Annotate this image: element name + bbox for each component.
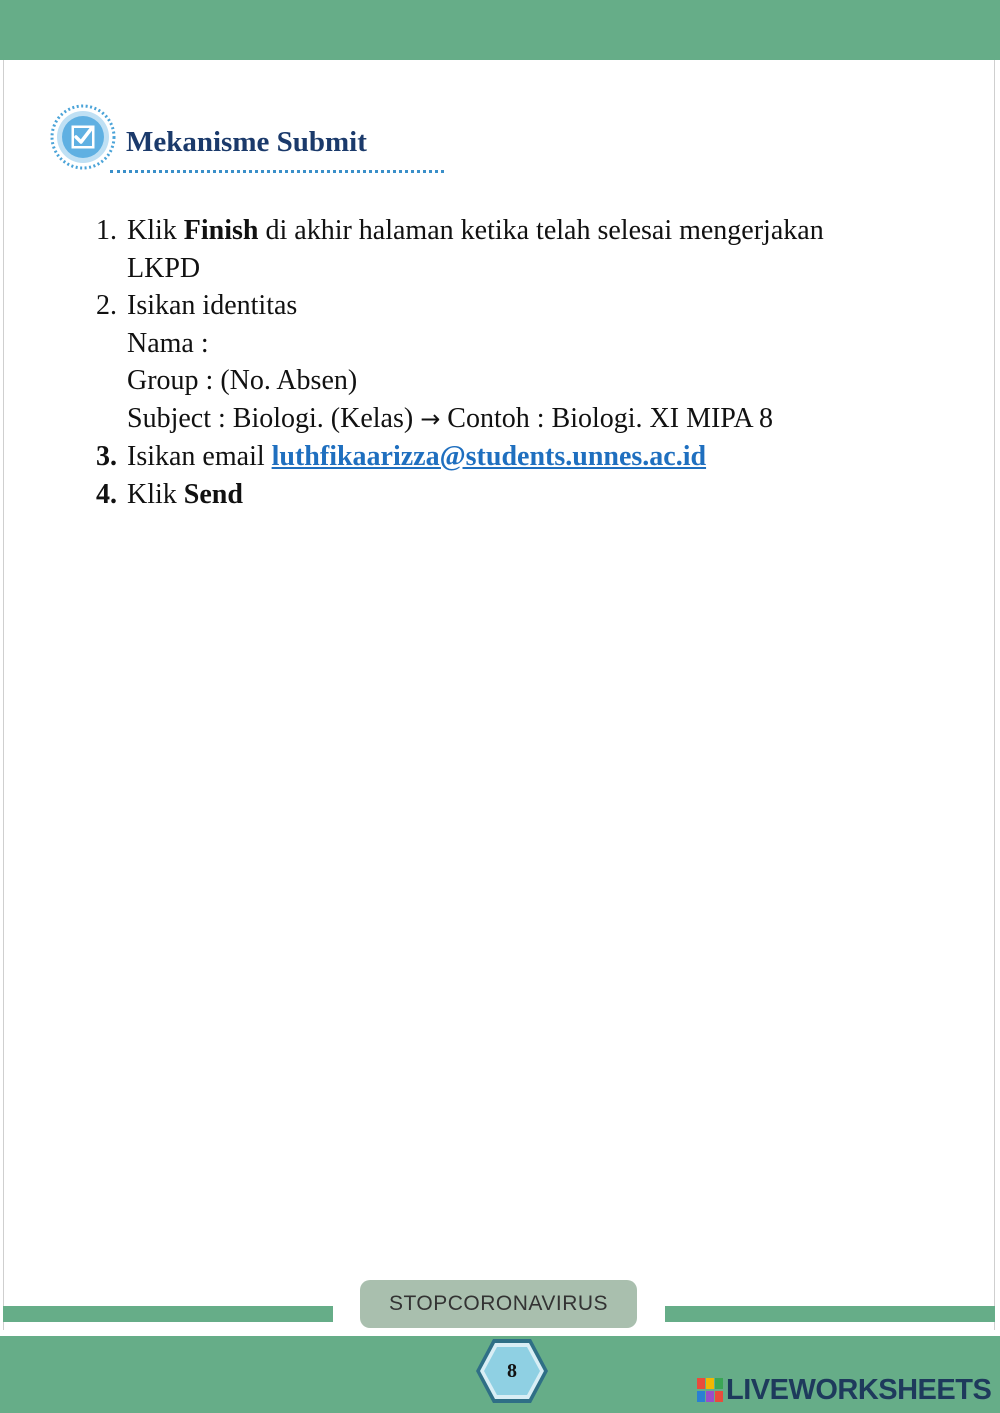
step-text: di akhir halaman ketika telah selesai mengerjakan (258, 215, 824, 246)
step-item (96, 438, 916, 476)
step-continuation: LKPD (127, 252, 201, 284)
step-item (96, 476, 916, 514)
step-number: 1. (96, 215, 117, 246)
identity-subject-line: Subject : Biologi. (Kelas) → Contoh : Biologi. XI MIPA 8 (127, 402, 773, 434)
step-item (96, 212, 916, 287)
header-underline (110, 170, 444, 173)
footer-divider-left (3, 1306, 333, 1322)
steps-list (96, 212, 916, 513)
liveworksheets-logo-icon (697, 1378, 723, 1402)
step-text: Isikan email (127, 441, 272, 472)
step-item (96, 287, 916, 438)
finish-label: Finish (183, 215, 259, 246)
section-header (50, 100, 400, 180)
section-title: Mekanisme Submit (126, 126, 367, 158)
arrow-right-icon: → (420, 404, 441, 433)
step-text: Klik (127, 478, 184, 510)
liveworksheets-brand (697, 1372, 991, 1408)
step-number: 3. (96, 441, 117, 472)
email-link[interactable]: luthfikaarizza@students.unnes.ac.id (271, 441, 707, 472)
brand-name[interactable]: LIVEWORKSHEETS (726, 1373, 992, 1406)
step-text: Isikan identitas (127, 290, 298, 321)
identity-group-line: Group : (No. Absen) (127, 365, 358, 396)
send-label: Send (183, 478, 243, 510)
step-number: 2. (96, 290, 117, 321)
page-number: 8 (507, 1359, 517, 1382)
top-banner (0, 0, 1000, 60)
stop-coronavirus-badge: STOPCORONAVIRUS (360, 1280, 637, 1328)
step-number: 4. (96, 478, 117, 510)
footer-divider-right (665, 1306, 995, 1322)
identity-name-line: Nama : (127, 327, 209, 359)
step-text: Klik (127, 215, 184, 246)
checkbox-badge-icon (50, 100, 116, 174)
